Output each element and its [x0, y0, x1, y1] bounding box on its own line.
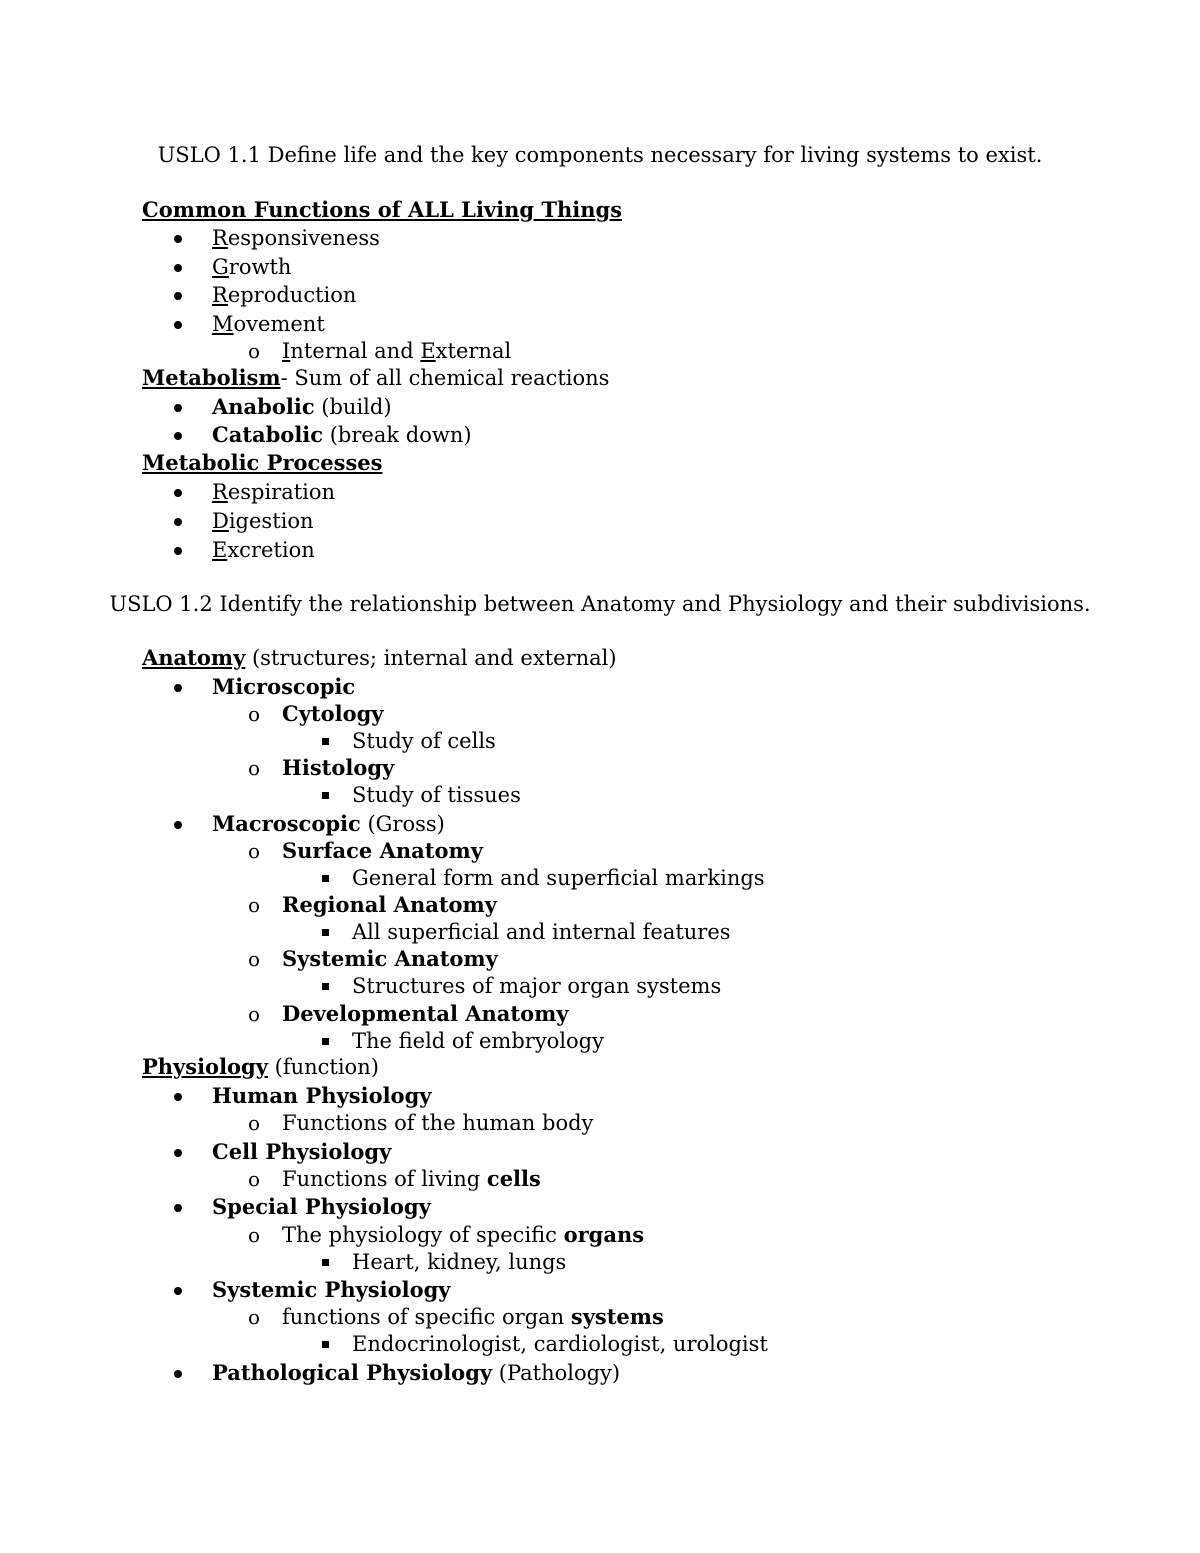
list-subitem: o Functions of living cells: [248, 1166, 541, 1191]
list-subitem: o Regional Anatomy: [248, 892, 497, 917]
list-subitem: o Functions of the human body: [248, 1111, 594, 1135]
list-item: Anabolic (build): [212, 394, 392, 420]
list-subsubitem: Structures of major organ systems: [352, 973, 721, 999]
list-subsubitem: Endocrinologist, cardiologist, urologist: [352, 1331, 768, 1357]
list-subitem: o Surface Anatomy: [248, 838, 483, 863]
list-subsubitem: Study of cells: [352, 728, 496, 754]
metabolic-processes-heading: Metabolic Processes: [142, 450, 383, 475]
list-item: Macroscopic (Gross): [212, 811, 445, 837]
list-item: Digestion: [212, 508, 314, 534]
metabolism-line: Metabolism- Sum of all chemical reactions: [142, 365, 610, 390]
list-subitem: o functions of specific organ systems: [248, 1304, 664, 1329]
list-subitem: o Cytology: [248, 701, 384, 726]
list-subitem: o Histology: [248, 755, 395, 780]
list-item: Movement: [212, 311, 325, 337]
list-item: Cell Physiology: [212, 1139, 391, 1165]
list-item: Reproduction: [212, 282, 356, 308]
list-item: Human Physiology: [212, 1083, 431, 1109]
list-item: Special Physiology: [212, 1194, 431, 1220]
list-item: Systemic Physiology: [212, 1277, 451, 1303]
list-subitem: o Systemic Anatomy: [248, 946, 498, 971]
list-item: Responsiveness: [212, 225, 380, 251]
list-subsubitem: General form and superficial markings: [352, 865, 765, 891]
uslo-1-2-objective: USLO 1.2 Identify the relationship between Anatomy and Physiology and their subdivisions.: [109, 592, 1091, 616]
list-item: Excretion: [212, 537, 315, 563]
common-functions-heading: Common Functions of ALL Living Things: [142, 197, 623, 222]
anatomy-line: Anatomy (structures; internal and external): [142, 645, 617, 670]
list-subsubitem: Heart, kidney, lungs: [352, 1249, 566, 1275]
physiology-line: Physiology (function): [142, 1054, 379, 1079]
list-subsubitem: Study of tissues: [352, 782, 521, 808]
list-subsubitem: All superficial and internal features: [352, 919, 731, 945]
list-subitem: o Internal and External: [248, 339, 512, 363]
list-item: Respiration: [212, 479, 335, 505]
list-item: Growth: [212, 254, 291, 280]
list-item: Pathological Physiology (Pathology): [212, 1360, 620, 1386]
list-subitem: o Developmental Anatomy: [248, 1001, 569, 1026]
list-subitem: o The physiology of specific organs: [248, 1222, 645, 1247]
list-item: Catabolic (break down): [212, 422, 472, 448]
list-item: Microscopic: [212, 674, 355, 700]
list-subsubitem: The field of embryology: [352, 1028, 604, 1054]
uslo-1-1-objective: USLO 1.1 Define life and the key components necessary for living systems to exist.: [157, 143, 1043, 167]
